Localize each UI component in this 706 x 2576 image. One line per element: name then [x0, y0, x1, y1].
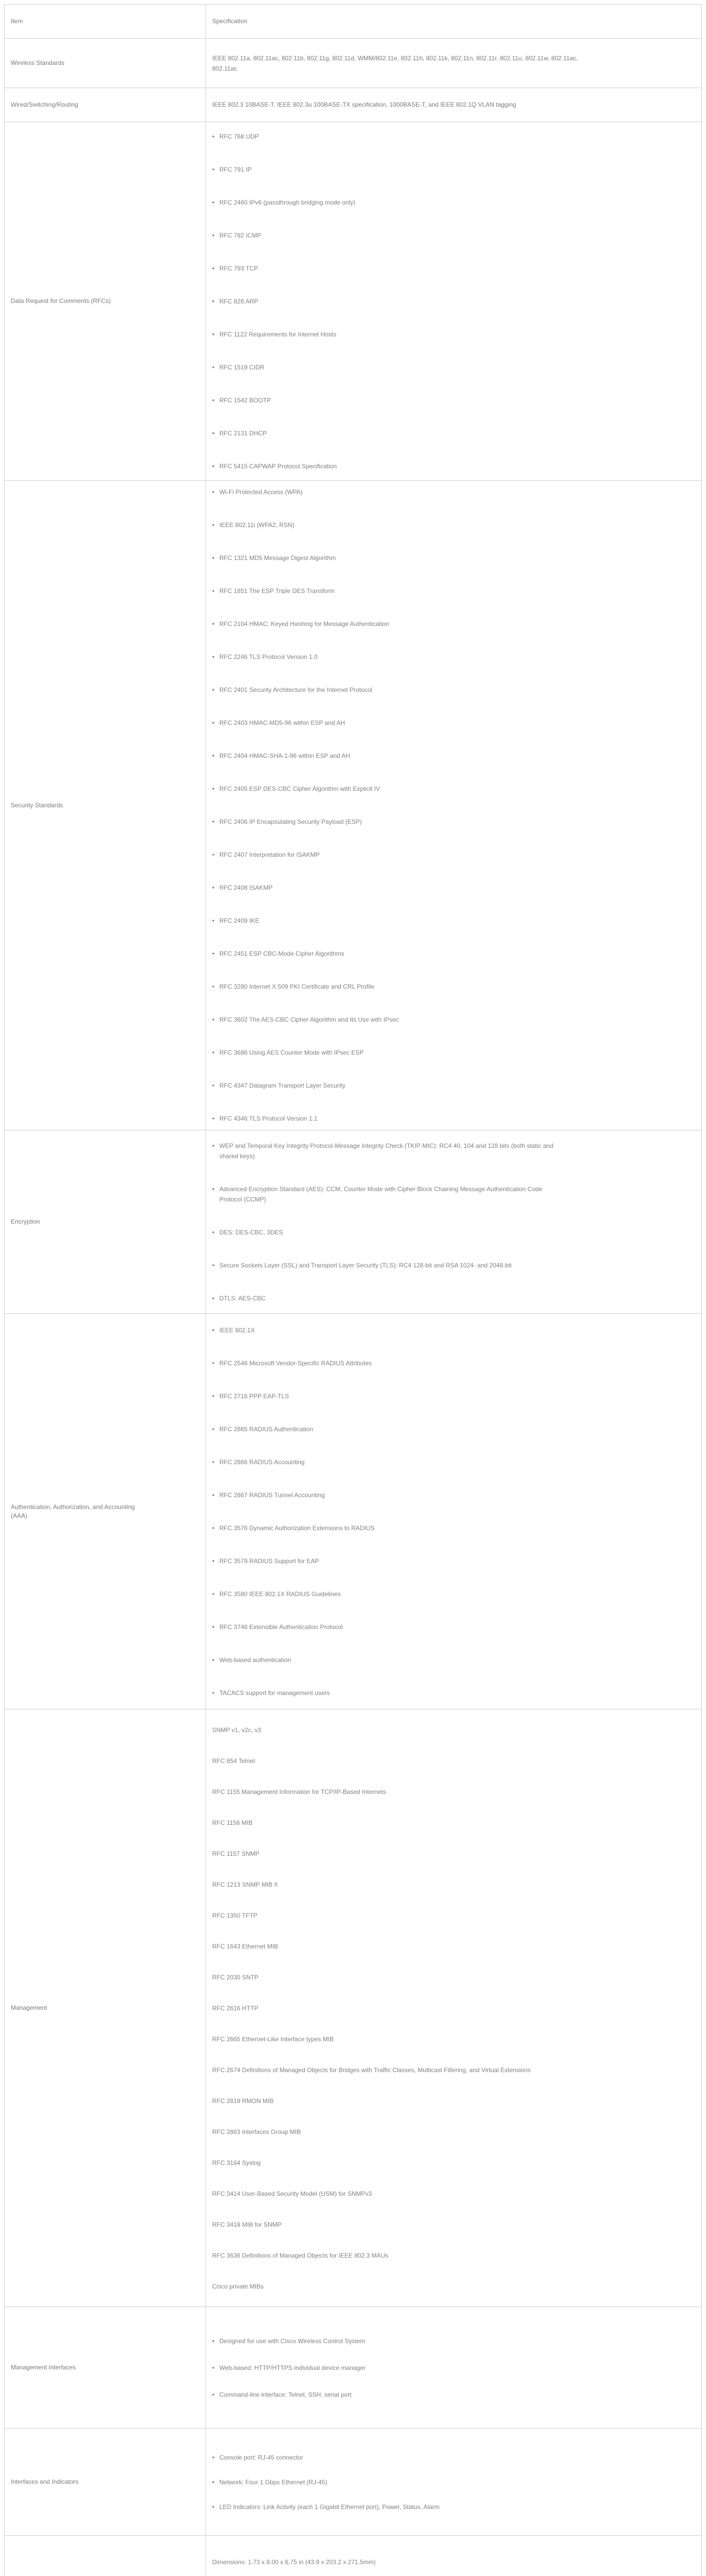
- list-item: • DTLS: AES-CBC: [212, 1293, 695, 1303]
- table-row-management: [5, 1709, 702, 2307]
- list-item: RFC 1156 MIB: [212, 1819, 253, 1826]
- table-row-interfaces-indicators: [5, 2429, 702, 2536]
- list-item: • RFC 2866 RADIUS Accounting: [212, 1457, 695, 1467]
- list-item: RFC 1643 Ethernet MIB: [212, 1942, 279, 1950]
- list-item: RFC 3636 Definitions of Managed Objects for IEEE 802.3 MAUs: [212, 2251, 389, 2259]
- table-row-security: [5, 481, 702, 1130]
- management-interfaces-list: [206, 2330, 701, 2406]
- list-item: • RFC 5415 CAPWAP Protocol Specification: [212, 461, 695, 471]
- list-item: RFC 2030 SNTP: [212, 1973, 259, 1981]
- list-item: RFC 3414 User-Based Security Model (USM) for SNMPv3: [212, 2190, 372, 2197]
- list-item: • RFC 1321 MD5 Message Digest Algorithm: [212, 553, 695, 563]
- list-item: • Wi-Fi Protected Access (WPA): [212, 487, 695, 497]
- list-item: • RFC 3580 IEEE 802.1X RADIUS Guidelines: [212, 1589, 695, 1599]
- row-value-cell: [206, 2536, 702, 2576]
- aaa-list: [206, 1319, 701, 1704]
- row-label-cell: [5, 1314, 206, 1709]
- row-label-cell: [5, 1709, 206, 2307]
- list-item: • RFC 2716 PPP EAP-TLS: [212, 1391, 695, 1401]
- row-value-cell: [206, 39, 702, 88]
- list-item: • RFC 2401 Security Architecture for the Internet Protocol: [212, 685, 695, 695]
- list-item: RFC 3418 MIB for SNMP: [212, 2221, 282, 2228]
- list-item: • RFC 2451 ESP CBC-Mode Cipher Algorithms: [212, 948, 695, 959]
- list-item: RFC 2819 RMON MIB: [212, 2097, 274, 2105]
- list-item: • Command-line interface: Telnet, SSH, serial port: [212, 2389, 695, 2400]
- list-item: RFC 2665 Ethernet-Like Interface types MIB: [212, 2035, 334, 2043]
- row-value-cell: [206, 2307, 702, 2429]
- list-item: • Web-based authentication: [212, 1655, 695, 1665]
- list-item: • Console port: RJ-45 connector: [212, 2452, 695, 2463]
- row-label: Wireless Standards: [11, 59, 65, 66]
- list-item: • DES: DES-CBC, 3DES: [212, 1227, 695, 1238]
- table-row-management-interfaces: [5, 2307, 702, 2429]
- row-value-cell: [206, 88, 702, 122]
- row-label: Management Interfaces: [11, 2364, 76, 2371]
- encryption-list: [206, 1134, 701, 1310]
- header-specification: Specification: [212, 18, 248, 25]
- header-spec-cell: [206, 5, 702, 39]
- row-label: Interfaces and Indicators: [11, 2478, 79, 2485]
- header-item-cell: [5, 5, 206, 39]
- row-value-cell: [206, 1709, 702, 2307]
- list-item: • RFC 2406 IP Encapsulating Security Payload (ESP): [212, 817, 695, 827]
- row-label: Management: [11, 2004, 47, 2011]
- list-item: • RFC 1542 BOOTP: [212, 395, 695, 405]
- list-item: • RFC 2405 ESP DES-CBC Cipher Algorithm with Explicit IV: [212, 784, 695, 794]
- row-label-cell: [5, 2307, 206, 2429]
- management-list: [206, 1719, 701, 2297]
- row-label-cell: [5, 39, 206, 88]
- security-list: [206, 481, 701, 1130]
- list-item: • Web-based: HTTP/HTTPS individual device manager: [212, 2363, 695, 2373]
- row-value-cell: [206, 481, 702, 1130]
- physical-list: [206, 2551, 701, 2576]
- list-item: • RFC 791 IP: [212, 164, 695, 175]
- list-item: • IEEE 802.11i (WPA2, RSN): [212, 520, 695, 530]
- list-item: • WEP and Temporal Key Integrity Protocol-Message Integrity Check (TKIP-MIC): RC4 40, 104 and 128 bits (both static and shared keys): [212, 1141, 695, 1161]
- list-item: • RFC 2131 DHCP: [212, 428, 695, 438]
- list-item: • RFC 3686 Using AES Counter Mode with IPsec ESP: [212, 1047, 695, 1058]
- table-row-wireless: [5, 39, 702, 88]
- list-item: • RFC 1122 Requirements for Internet Hosts: [212, 329, 695, 340]
- list-item: RFC 2863 Interfaces Group MIB: [212, 2128, 301, 2136]
- row-label-cell: [5, 1130, 206, 1314]
- row-value-cell: [206, 2429, 702, 2536]
- list-item: Cisco private MIBs: [212, 2282, 264, 2290]
- list-item: RFC 1157 SNMP: [212, 1850, 260, 1857]
- list-item: • RFC 3602 The AES-CBC Cipher Algorithm and Its Use with IPsec: [212, 1014, 695, 1025]
- list-item: • TACACS support for management users: [212, 1688, 695, 1698]
- list-item: • IEEE 802.1X: [212, 1325, 695, 1335]
- list-item: • RFC 2408 ISAKMP: [212, 883, 695, 893]
- list-item: • Secure Sockets Layer (SSL) and Transport Layer Security (TLS): RC4 128-bit and RSA 1024- and 2048-bit: [212, 1260, 695, 1270]
- wired-standards-text: IEEE 802.3 10BASE-T, IEEE 802.3u 100BASE-TX specification, 1000BASE-T, and IEEE 802.1Q VLAN tagging: [212, 101, 516, 108]
- interfaces-list: [206, 2446, 701, 2518]
- list-item: • RFC 2246 TLS Protocol Version 1.0: [212, 652, 695, 662]
- row-label: Encryption: [11, 1218, 40, 1225]
- list-item: • RFC 1851 The ESP Triple DES Transform: [212, 586, 695, 596]
- list-item: • RFC 2104 HMAC: Keyed Hashing for Message Authentication: [212, 619, 695, 629]
- list-item: RFC 854 Telnet: [212, 1757, 255, 1765]
- list-item: • Advanced Encryption Standard (AES): CCM, Counter Mode with Cipher Block Chaining Message Authentication Code Protocol (CCMP): [212, 1184, 695, 1205]
- list-item: • RFC 3576 Dynamic Authorization Extensions to RADIUS: [212, 1523, 695, 1533]
- row-label: Authentication, Authorization, and Accounting (AAA): [11, 1503, 135, 1519]
- list-item: • RFC 1519 CIDR: [212, 362, 695, 372]
- list-item: RFC 3164 Syslog: [212, 2159, 261, 2166]
- list-item: RFC 2616 HTTP: [212, 2004, 259, 2012]
- list-item: RFC 1350 TFTP: [212, 1911, 257, 1919]
- table-row-encryption: [5, 1130, 702, 1314]
- table-row-physical: [5, 2536, 702, 2576]
- row-value-cell: [206, 1130, 702, 1314]
- table-header-row: [5, 5, 702, 39]
- row-value-cell: [206, 1314, 702, 1709]
- list-item: RFC 1155 Management Information for TCP/IP-Based Internets: [212, 1788, 386, 1795]
- table-row-wired: [5, 88, 702, 122]
- list-item: • RFC 826 ARP: [212, 296, 695, 307]
- specifications-table: [4, 4, 702, 2576]
- list-item: • RFC 2548 Microsoft Vendor-Specific RADIUS Attributes: [212, 1358, 695, 1368]
- list-item: • RFC 2867 RADIUS Tunnel Accounting: [212, 1490, 695, 1500]
- list-item: • RFC 2407 Interpretation for ISAKMP: [212, 850, 695, 860]
- row-label-cell: [5, 88, 206, 122]
- row-label-cell: [5, 122, 206, 481]
- list-item: • RFC 2404 HMAC-SHA-1-96 within ESP and AH: [212, 751, 695, 761]
- rfc-list: [206, 125, 701, 478]
- list-item: • RFC 3280 Internet X.509 PKI Certificate and CRL Profile: [212, 981, 695, 992]
- row-label-cell: [5, 2429, 206, 2536]
- list-item: • RFC 792 ICMP: [212, 230, 695, 241]
- list-item: • RFC 2409 IKE: [212, 916, 695, 926]
- row-value-cell: [206, 122, 702, 481]
- row-label-cell: [5, 2536, 206, 2576]
- dimensions-text: Dimensions: 1.73 x 8.00 x 6.75 in (43.9 x 203.2 x 271.5mm): [212, 2558, 376, 2566]
- list-item: • LED Indicators: Link Activity (each 1 Gigabit Ethernet port), Power, Status, Alarm: [212, 2502, 695, 2512]
- row-label-cell: [5, 481, 206, 1130]
- row-label: Data Request for Comments (RFCs): [11, 297, 111, 304]
- list-item: • Network: Four 1 Gbps Ethernet (RJ-45): [212, 2477, 695, 2487]
- list-item: • RFC 4347 Datagram Transport Layer Security: [212, 1080, 695, 1091]
- list-item: • RFC 768 UDP: [212, 131, 695, 142]
- header-item: Item: [11, 18, 23, 25]
- list-item: • RFC 793 TCP: [212, 263, 695, 274]
- list-item: • RFC 4346 TLS Protocol Version 1.1: [212, 1113, 695, 1124]
- list-item: • RFC 2460 IPv6 (passthrough bridging mode only): [212, 197, 695, 208]
- list-item: • RFC 3579 RADIUS Support for EAP: [212, 1556, 695, 1566]
- list-item: • Designed for use with Cisco Wireless Control System: [212, 2336, 695, 2346]
- list-item: SNMP v1, v2c, v3: [212, 1726, 262, 1734]
- list-item: • RFC 2403 HMAC-MD5-96 within ESP and AH: [212, 718, 695, 728]
- wireless-standards-text: IEEE 802.11a, 802.11ac, 802.11b, 802.11g, 802.11d, WMM/802.11e, 802.11h, 802.11k, 802.11n, 802.11r, 802.11u, 802.11w, 802.11ac, 802.11ac: [212, 54, 578, 72]
- row-label: Security Standards: [11, 801, 63, 809]
- list-item: RFC 2674 Definitions of Managed Objects for Bridges with Traffic Classes, Multicast Filtering, and Virtual Extensions: [212, 2066, 531, 2074]
- list-item: • RFC 3748 Extensible Authentication Protocol: [212, 1622, 695, 1632]
- row-label: Wired/Switching/Routing: [11, 101, 78, 108]
- table-row-aaa: [5, 1314, 702, 1709]
- list-item: RFC 1213 SNMP MIB II: [212, 1880, 278, 1888]
- list-item: • RFC 2865 RADIUS Authentication: [212, 1424, 695, 1434]
- table-row-rfc: [5, 122, 702, 481]
